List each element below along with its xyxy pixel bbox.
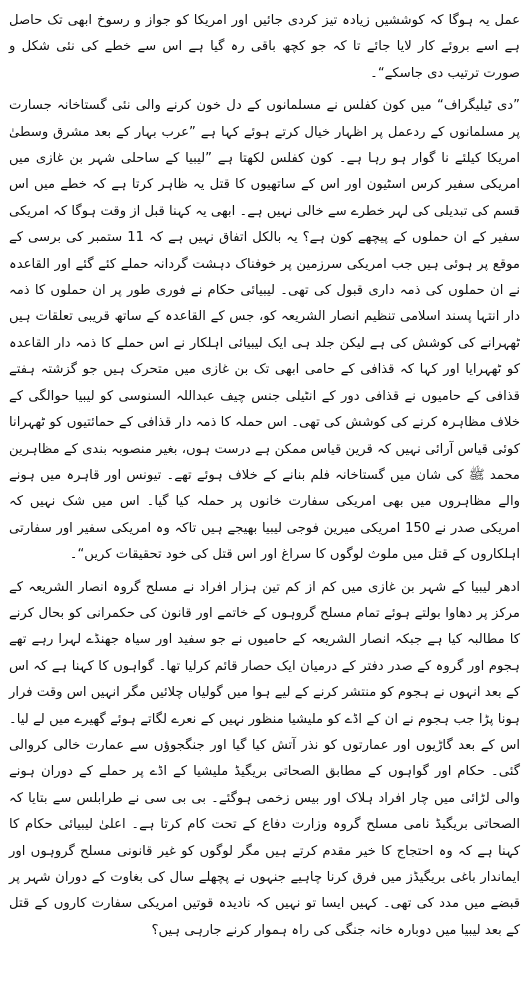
article-paragraph-2: ”دی ٹیلیگراف“ میں کون کفلس نے مسلمانوں کے دل خون کرنے والی نئی گستاخانہ جسارت پر مسلمانوں کے ردعمل پر اظہار خیال کرتے ہوئے کہا ہے ”عرب بہار کے بعد مشرق وسطیٰ امریکا کیلئے نا گوار ہو رہا ہے۔ کون کفلس لکھتا ہے ”لیبیا کے ساحلی شہر بن غازی میں امریکی سفیر کرس اسٹیون اور اس کے ساتھیوں کا قتل یہ ظاہر کرتا ہے کہ خطے میں اس قسم کی تبدیلی کی لہر خطرے سے خالی نہیں ہے۔ ابھی یہ کہنا قبل از وقت ہوگا کہ امریکی سفیر کے ان حملوں کے پیچھے کون ہے؟ یہ بالکل اتفاق نہیں ہے کہ 11 ستمبر کی برسی کے موقع پر ہوئی ہیں جب امریکی سرزمین پر خوفناک دہشت گردانہ حملے کئے گئے اور القاعدہ نے ان حملوں کی ذمہ داری قبول کی تھی۔ لیبیائی حکام نے فوری طور پر ان حملوں کا ذمہ دار انتہا پسند اسلامی تنظیم انصار الشریعہ کو، جس کے القاعدہ کے ساتھ قریبی تعلقات ہیں ٹھہرانے کی کوشش کی ہے لیکن جلد ہی ایک لیبیائی اہلکار نے اس حملے کا ذمہ دار القاعدہ کو ٹھہرایا اور کہا کہ قذافی کے حامی ابھی تک بن غازی میں متحرک ہیں جو گزشتہ ہفتے قذافی کے حامیوں نے قذافی دور کے انٹیلی جنس چیف عبداللہ السنوسی کو لیبیا حوالگی کے خلاف مظاہرہ کرنے کی کوشش کی تھی۔ اس حملہ کا ذمہ دار قذافی کے حمائتیوں کو ٹھہرانا کوئی قیاس آرائی نہیں کہ قرین قیاس ممکن ہے درست ہوں، بغیر منصوبہ بندی کے مظاہرین محمد ﷺ کی شان میں گستاخانہ فلم بنانے کے خلاف ہوئے تھے۔ تیونس اور قاہرہ میں ہونے والے مظاہروں میں بھی امریکی سفارت خانوں پر حملہ کیا گیا۔ اس میں شک نہیں کہ امریکی صدر نے 150 امریکی میرین فوجی لیبیا بھیجے ہیں تاکہ وہ امریکی سفیر اور سفارتی اہلکاروں کے قتل میں ملوث لوگوں کا سراغ اور اس قتل کی خود تحقیقات کریں“۔ bbox=[9, 98, 520, 563]
article-paragraph-3: ادھر لیبیا کے شہر بن غازی میں کم از کم تین ہزار افراد نے مسلح گروہ انصار الشریعہ کے مرکز پر دھاوا بولتے ہوئے تمام مسلح گروہوں کے خاتمے اور قانون کی حکمرانی کو بحال کرنے کا مطالبہ کیا ہے جبکہ انصار الشریعہ کے حامیوں نے جو سفید اور سیاہ جھنڈے لہرا رہے تھے ہجوم اور گروہ کے صدر دفتر کے درمیان ایک حصار قائم کرلیا تھا۔ گواہوں کا کہنا ہے کہ اس کے بعد انہوں نے ہجوم کو منتشر کرنے کے لیے ہوا میں گولیاں چلائیں مگر انہیں اس وقت فرار ہونا پڑا جب ہجوم نے ان کے اڈے کو ملیشیا منظور نہیں کے نعرے لگاتے ہوئے گھیرے میں لے لیا۔ اس کے بعد گاڑیوں اور عمارتوں کو نذر آتش کیا گیا اور جنگجوؤں سے عمارت خالی کروالی گئی۔ حکام اور گواہوں کے مطابق الصحاتی بریگیڈ ملیشیا کے اڈے پر حملے کے دوران ہونے والی لڑائی میں چار افراد ہلاک اور بیس زخمی ہوگئے۔ بی بی سی نے طرابلس سے بتایا کہ الصحاتی بریگیڈ نامی مسلح گروہ وزارت دفاع کے تحت کام کرتا ہے۔ اعلیٰ لیبیائی حکام کا کہنا ہے کہ وہ احتجاج کا خیر مقدم کرتے ہیں مگر لوگوں کو غیر قانونی مسلح گروہوں اور ایماندار باغی بریگیڈز میں فرق کرنا چاہیے جنہوں نے پچھلے سال کی بغاوت کے دوران شہر پر قبضے میں مدد کی تھی۔ کہیں ایسا تو نہیں کہ نادیدہ قوتیں امریکی سفارت کاروں کے قتل کے بعد لیبیا میں دوبارہ خانہ جنگی کی راہ ہموار کرنے جارہی ہیں؟ bbox=[9, 579, 520, 938]
article-paragraph-1: عمل یہ ہوگا کہ کوششیں زیادہ تیز کردی جائیں اور امریکا کو جواز و رسوخ ابھی تک حاصل ہے اسے بروئے کار لایا جائے تا کہ جو کچھ باقی رہ گیا ہے اس سے خطے کی نئی شکل و صورت ترتیب دی جاسکے“۔ bbox=[9, 13, 520, 81]
